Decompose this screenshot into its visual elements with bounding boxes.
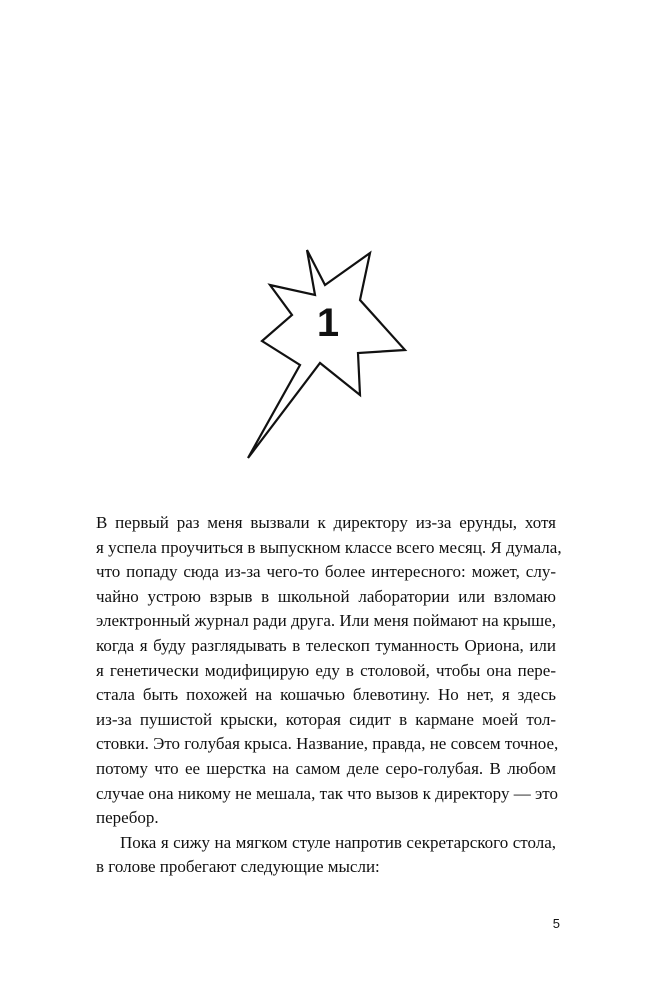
text-line: стовки. Это голубая крыса. Название, правда, не совсем точное, — [96, 734, 559, 754]
text-line: в голове пробегают следующие мысли: — [96, 857, 380, 877]
body-text — [96, 511, 562, 880]
chapter-marker — [240, 245, 410, 465]
chapter-number: 1 — [316, 301, 340, 345]
text-line: из-за пушистой крыски, которая сидит в кармане моей тол- — [96, 709, 556, 729]
page-number: 5 — [552, 916, 560, 931]
text-line: потому что ее шерстка на самом деле серо-голубая. В любом — [96, 758, 556, 778]
text-line: что попаду сюда из-за чего-то более интересного: может, слу- — [96, 562, 556, 582]
text-line: случае она никому не мешала, так что вызов к директору — это — [96, 783, 558, 803]
text-line: когда я буду разглядывать в телескоп туманность Ориона, или — [96, 635, 556, 655]
text-line: электронный журнал ради друга. Или меня поймают на крыше, — [96, 611, 556, 631]
text-line: Пока я сижу на мягком стуле напротив секретарского стола, — [120, 832, 556, 852]
text-line: В первый раз меня вызвали к директору из-за ерунды, хотя — [96, 513, 556, 532]
text-line: чайно устрою взрыв в школьной лаборатории или взломаю — [96, 586, 556, 606]
text-line: стала быть похожей на кошачью блевотину. Но нет, я здесь — [96, 685, 556, 705]
text-line: я генетически модифицирую еду в столовой, чтобы она пере- — [96, 660, 556, 680]
text-line: перебор. — [96, 808, 159, 828]
text-line: я успела проучиться в выпускном классе всего месяц. Я думала, — [96, 537, 562, 557]
starburst-icon — [240, 245, 410, 465]
